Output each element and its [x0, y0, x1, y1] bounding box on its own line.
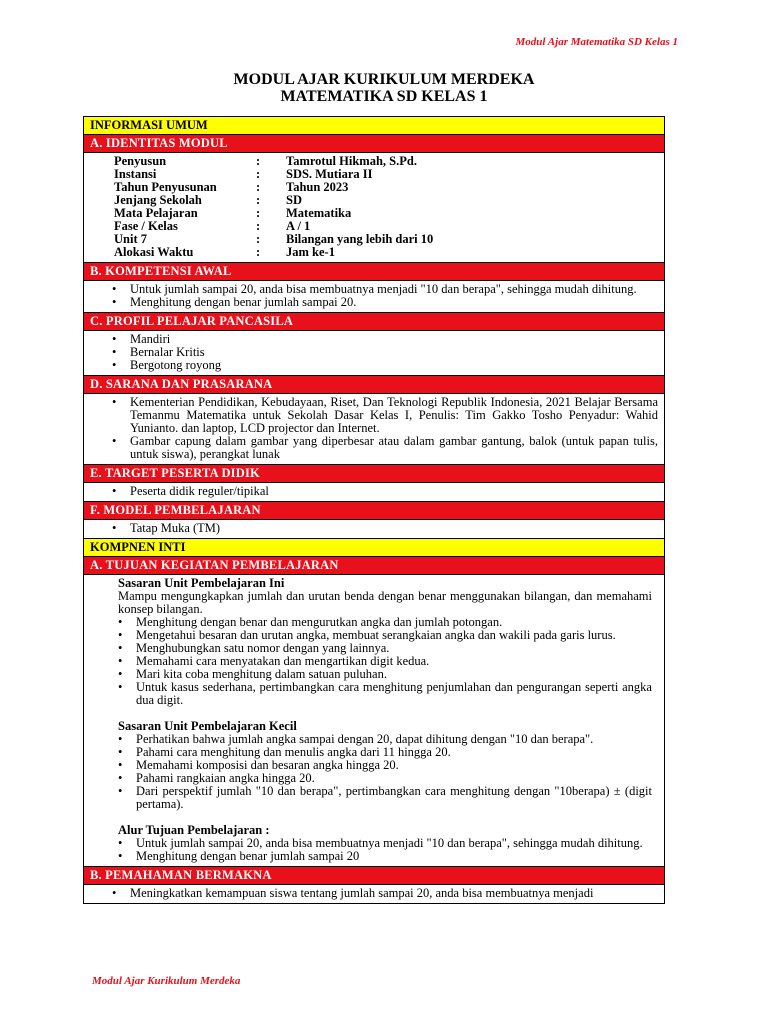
identitas-row: Penyusun : Tamrotul Hikmah, S.Pd. [114, 154, 417, 168]
heading-tujuan-kegiatan: A. TUJUAN KEGIATAN PEMBELAJARAN [84, 557, 664, 575]
identitas-row: Alokasi Waktu : Jam ke-1 [114, 245, 335, 259]
identitas-modul-block [84, 153, 664, 263]
title-line-1: MODUL AJAR KURIKULUM MERDEKA [233, 71, 535, 88]
module-table [83, 116, 665, 904]
list-item: • Bernalar Kritis [112, 346, 658, 359]
identitas-row: Mata Pelajaran : Matematika [114, 206, 352, 220]
identitas-row: Instansi : SDS. Mutiara II [114, 167, 373, 181]
paragraph: Mampu mengungkapkan jumlah dan urutan benda dengan benar menggunakan bilangan, dan memahami konsep bilangan. [118, 589, 652, 616]
list-item: • Kementerian Pendidikan, Kebudayaan, Riset, Dan Teknologi Republik Indonesia, 2021 Belajar Bersama Temanmu Matematika untuk Sekolah Dasar Kelas I, Penulis: Tim Gakko Tosho Penyadur: Wahid Yunianto. dan laptop, LCD projector dan Internet. [112, 396, 658, 435]
identitas-row: Unit 7 : Bilangan yang lebih dari 10 [114, 232, 434, 246]
subheading: Sasaran Unit Pembelajaran Kecil [118, 719, 297, 733]
list-item: • Peserta didik reguler/tipikal [112, 485, 658, 498]
list-item: • Pahami rangkaian angka hingga 20. [118, 772, 652, 785]
list-item: • Meningkatkan kemampuan siswa tentang jumlah sampai 20, anda bisa membuatnya menjadi [112, 887, 658, 900]
section-informasi-umum: INFORMASI UMUM [84, 117, 664, 135]
heading-target-peserta: E. TARGET PESERTA DIDIK [84, 465, 664, 483]
list-item: • Gambar capung dalam gambar yang diperbesar atau dalam gambar gantung, balok (untuk papan tulis, untuk siswa), perangkat lunak [112, 435, 658, 461]
heading-pemahaman-bermakna: B. PEMAHAMAN BERMAKNA [84, 867, 664, 885]
document-title [0, 71, 768, 105]
identitas-row: Tahun Penyusunan : Tahun 2023 [114, 180, 349, 194]
list-item: • Untuk jumlah sampai 20, anda bisa membuatnya menjadi "10 dan berapa", sehingga mudah dihitung. [118, 837, 652, 850]
list-item: • Untuk kasus sederhana, pertimbangkan cara menghitung penjumlahan dan pengurangan seperti angka dua digit. [118, 681, 652, 707]
list-item: • Untuk jumlah sampai 20, anda bisa membuatnya menjadi "10 dan berapa", sehingga mudah dihitung. [112, 283, 658, 296]
list-item: • Pahami cara menghitung dan menulis angka dari 11 hingga 20. [118, 746, 652, 759]
identitas-row: Jenjang Sekolah : SD [114, 193, 302, 207]
model-pembelajaran-block [84, 520, 664, 539]
section-komponen-inti: KOMPNEN INTI [84, 539, 664, 557]
running-footer: Modul Ajar Kurikulum Merdeka [92, 975, 241, 987]
list-item: • Menghitung dengan benar dan mengurutkan angka dan jumlah potongan. [118, 616, 652, 629]
heading-sarana-prasarana: D. SARANA DAN PRASARANA [84, 376, 664, 394]
heading-identitas-modul: A. IDENTITAS MODUL [84, 135, 664, 153]
running-header: Modul Ajar Matematika SD Kelas 1 [515, 36, 678, 48]
subheading: Sasaran Unit Pembelajaran Ini [118, 576, 285, 590]
heading-model-pembelajaran: F. MODEL PEMBELAJARAN [84, 502, 664, 520]
list-item: • Menghitung dengan benar jumlah sampai 20 [118, 850, 652, 863]
subheading: Alur Tujuan Pembelajaran : [118, 823, 270, 837]
identitas-row: Fase / Kelas : A / 1 [114, 219, 311, 233]
list-item: • Bergotong royong [112, 359, 658, 372]
kompetensi-awal-block [84, 281, 664, 313]
list-item: • Mandiri [112, 333, 658, 346]
heading-kompetensi-awal: B. KOMPETENSI AWAL [84, 263, 664, 281]
list-item: • Menghitung dengan benar jumlah sampai 20. [112, 296, 658, 309]
title-line-2: MATEMATIKA SD KELAS 1 [280, 88, 488, 105]
target-peserta-block [84, 483, 664, 502]
list-item: • Perhatikan bahwa jumlah angka sampai dengan 20, dapat dihitung dengan "10 dan berapa". [118, 733, 652, 746]
profil-pelajar-block [84, 331, 664, 376]
list-item: • Menghubungkan satu nomor dengan yang lainnya. [118, 642, 652, 655]
list-item: • Mari kita coba menghitung dalam satuan puluhan. [118, 668, 652, 681]
list-item: • Memahami komposisi dan besaran angka hingga 20. [118, 759, 652, 772]
sarana-prasarana-block [84, 394, 664, 465]
tujuan-kegiatan-block [84, 575, 664, 867]
list-item: • Memahami cara menyatakan dan mengartikan digit kedua. [118, 655, 652, 668]
list-item: • Tatap Muka (TM) [112, 522, 658, 535]
list-item: • Dari perspektif jumlah "10 dan berapa", pertimbangkan cara menghitung dengan "10berapa) ± (digit pertama). [118, 785, 652, 811]
heading-profil-pelajar: C. PROFIL PELAJAR PANCASILA [84, 313, 664, 331]
list-item: • Mengetahui besaran dan urutan angka, membuat serangkaian angka dan wakili pada garis lurus. [118, 629, 652, 642]
pemahaman-bermakna-block [84, 885, 664, 903]
